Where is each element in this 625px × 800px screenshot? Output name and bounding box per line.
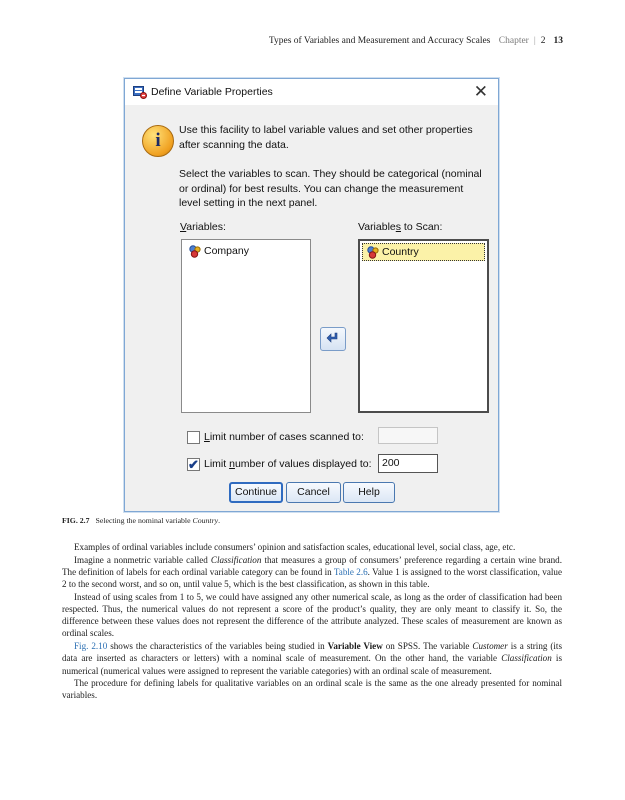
paragraph: Instead of using scales from 1 to 5, we could have assigned any other numerical scale, as long as the order of classification had been respected. Thus, the numerical values do not represent a score of the product’s quality, they are only meant to classify it. So, the difference between these values does not represent the difference of the attribute analyzed. These scales of measurement are known as ordinal scales. bbox=[62, 591, 562, 639]
dialog-titlebar[interactable] bbox=[125, 79, 498, 105]
dialog-body bbox=[125, 105, 498, 511]
move-variable-button[interactable] bbox=[320, 327, 346, 351]
limit-cases-input[interactable] bbox=[378, 427, 438, 444]
intro-text-1: Use this facility to label variable values and set other properties after scanning the data. bbox=[179, 124, 473, 151]
limit-values-input[interactable]: 200 bbox=[378, 454, 438, 473]
info-icon: i bbox=[142, 125, 174, 157]
limit-values-label: Limit number of values displayed to: bbox=[204, 458, 372, 470]
close-icon[interactable]: ✕ bbox=[473, 82, 488, 101]
limit-cases-label: Limit number of cases scanned to: bbox=[204, 431, 364, 443]
variables-label: Variables: bbox=[180, 221, 226, 233]
running-title: Types of Variables and Measurement and Accuracy Scales bbox=[268, 36, 491, 46]
variables-label-key: V bbox=[180, 221, 187, 233]
paragraph: Fig. 2.10 shows the characteristics of the variables being studied in Variable View on SPSS. The variable Customer is a string (its data are inserted as characters or letters) with a nominal scale of measurement. On the other hand, the variable Classification is numerical (numerical values were assigned to represent the variable categories) with an ordinal scale of measurement. bbox=[62, 641, 562, 676]
paragraph: Examples of ordinal variables include consumers’ opinion and satisfaction scales, educational level, social class, age, etc. bbox=[74, 542, 516, 552]
dialog-title: Define Variable Properties bbox=[151, 86, 273, 98]
intro-text-2: Select the variables to scan. They should be categorical (nominal or ordinal) for best results. You can change the measurement level setting in the next panel. bbox=[179, 168, 482, 209]
cancel-button[interactable]: Cancel bbox=[286, 482, 341, 503]
body-text bbox=[62, 541, 562, 702]
help-button[interactable]: Help bbox=[343, 482, 395, 503]
variables-listbox[interactable] bbox=[181, 239, 311, 413]
chapter-label: Chapter bbox=[498, 36, 529, 46]
list-item-company[interactable] bbox=[185, 243, 253, 259]
paragraph: Imagine a nonmetric variable called Classification that measures a group of consumers’ preference regarding a certain wine brand. The definition of labels for each ordinal variable category can be found in Table 2.6. Value 1 is assigned to the worst classification, value 2 to the second worst, and so on, until value 5, which is the best classification, as shown in this table. bbox=[62, 554, 562, 590]
checkmark-icon: ✔ bbox=[188, 457, 199, 472]
scan-label-key: s bbox=[395, 221, 401, 233]
arrow-left-icon bbox=[326, 332, 339, 344]
figure-link[interactable]: Fig. 2.10 bbox=[74, 641, 108, 652]
limit-values-checkbox[interactable] bbox=[187, 458, 200, 471]
header-separator: | bbox=[533, 36, 536, 46]
define-properties-icon bbox=[133, 86, 147, 102]
nominal-variable-icon bbox=[188, 245, 202, 263]
list-item-label: Company bbox=[204, 245, 249, 257]
figure-label: FIG. 2.7 bbox=[62, 516, 90, 525]
list-item-country[interactable] bbox=[362, 243, 485, 261]
table-link[interactable]: Table 2.6 bbox=[333, 566, 368, 577]
list-item-label: Country bbox=[382, 246, 419, 258]
running-header bbox=[269, 36, 563, 46]
variables-to-scan-label: Variables to Scan: bbox=[358, 221, 443, 233]
figure-caption: FIG. 2.7 Selecting the nominal variable Country. bbox=[62, 516, 221, 525]
page-number: 13 bbox=[553, 36, 563, 46]
define-variable-properties-dialog bbox=[124, 78, 499, 512]
nominal-variable-icon bbox=[366, 246, 380, 264]
limit-cases-checkbox[interactable] bbox=[187, 431, 200, 444]
variables-to-scan-listbox[interactable] bbox=[358, 239, 489, 413]
paragraph: The procedure for defining labels for qualitative variables on an ordinal scale is the same as the one already presented for nominal variables. bbox=[62, 678, 562, 701]
continue-button[interactable]: Continue bbox=[229, 482, 283, 503]
chapter-number: 2 bbox=[540, 36, 546, 46]
